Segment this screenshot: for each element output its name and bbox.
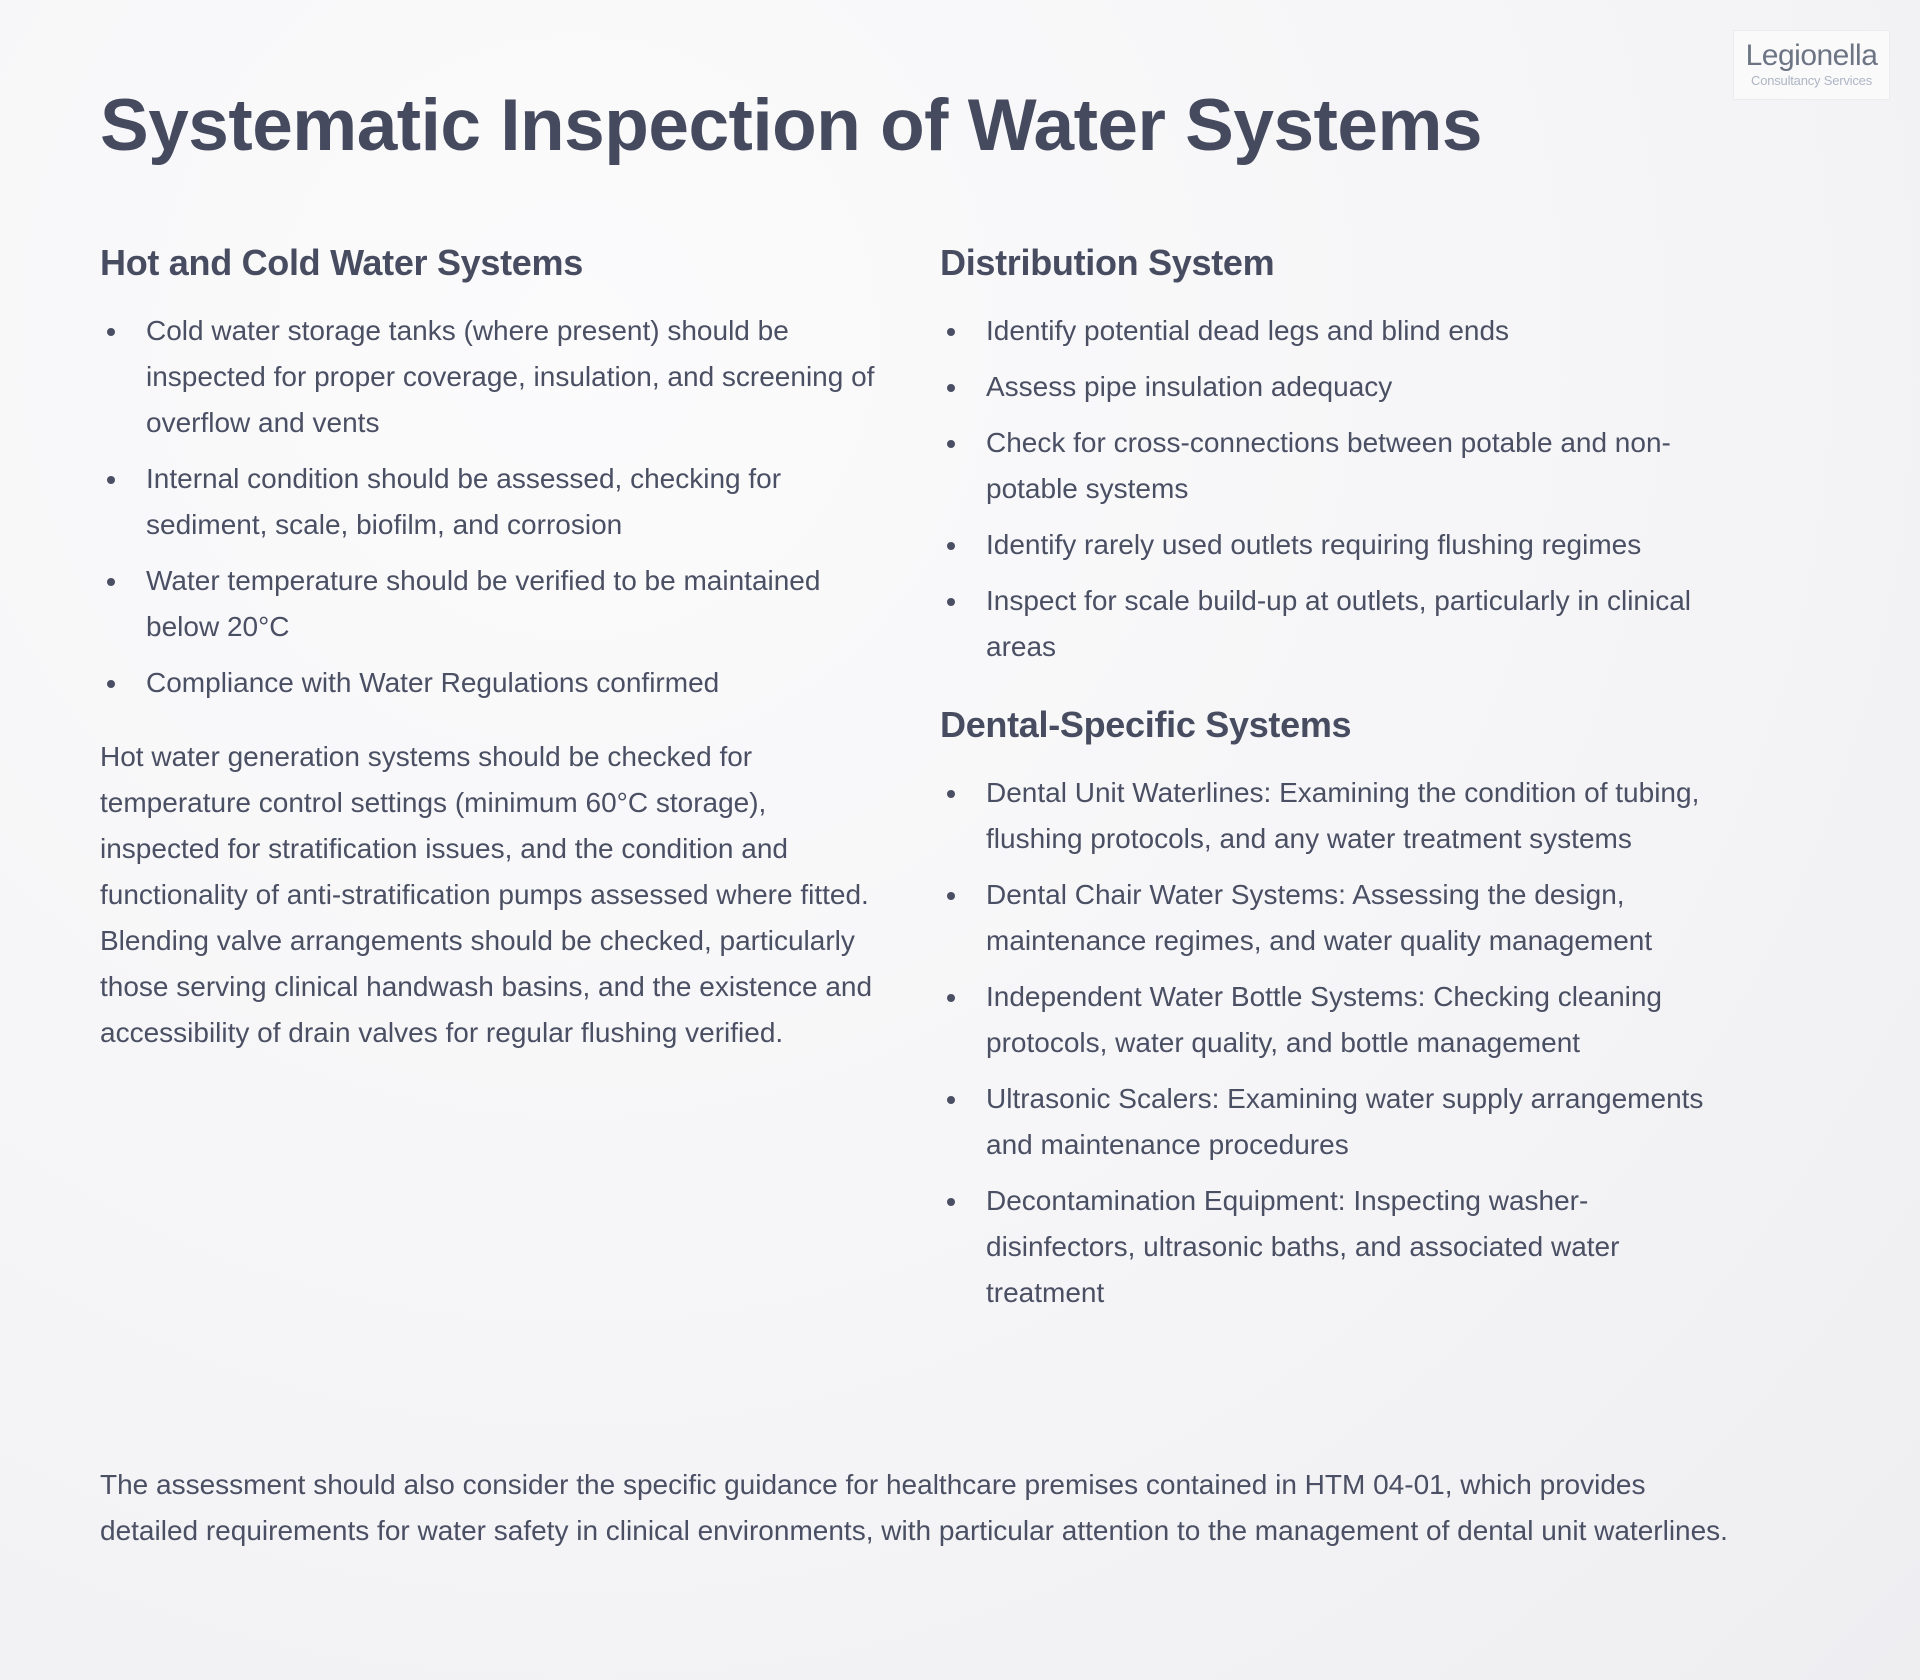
list-item — [100, 456, 880, 548]
bullet-icon — [947, 328, 955, 336]
list-item — [940, 578, 1730, 670]
section-heading-dental: Dental-Specific Systems — [940, 704, 1352, 745]
left-column — [100, 240, 880, 1056]
bullet-icon — [947, 384, 955, 392]
list-item — [100, 558, 880, 650]
bullet-icon — [947, 790, 955, 798]
list-item — [940, 308, 1730, 354]
logo-subtitle: Consultancy Services — [1751, 73, 1872, 88]
bullet-icon — [947, 440, 955, 448]
distribution-list — [940, 308, 1730, 670]
company-logo — [1733, 30, 1890, 100]
list-item-text: Internal condition should be assessed, checking for sediment, scale, biofilm, and corrosion — [146, 463, 782, 540]
list-item-text: Independent Water Bottle Systems: Checking cleaning protocols, water quality, and bottle management — [986, 981, 1663, 1058]
hot-cold-list — [100, 308, 880, 706]
hot-water-paragraph: Hot water generation systems should be checked for temperature control settings (minimum 60°C storage), inspected for stratification issues, and the condition and functionality of anti-stratification pumps assessed where fitted. Blending valve arrangements should be checked, particularly those serving clinical handwash basins, and the existence and accessibility of drain valves for regular flushing verified. — [100, 741, 873, 1048]
list-item-text: Check for cross-connections between potable and non-potable systems — [986, 427, 1671, 504]
list-item-text: Identify potential dead legs and blind ends — [986, 315, 1510, 346]
section-heading-hot-cold: Hot and Cold Water Systems — [100, 242, 583, 283]
bullet-icon — [947, 598, 955, 606]
list-item-text: Ultrasonic Scalers: Examining water supply arrangements and maintenance procedures — [986, 1083, 1704, 1160]
page-title: Systematic Inspection of Water Systems — [100, 85, 1482, 166]
list-item — [100, 660, 880, 706]
bullet-icon — [107, 476, 115, 484]
assessment-footer-paragraph: The assessment should also consider the specific guidance for healthcare premises contained in HTM 04-01, which provides detailed requirements for water safety in clinical environments, with particular attention to the management of dental unit waterlines. — [100, 1469, 1728, 1546]
list-item-text: Decontamination Equipment: Inspecting washer-disinfectors, ultrasonic baths, and associated water treatment — [986, 1185, 1620, 1308]
list-item — [940, 1178, 1730, 1316]
bullet-icon — [947, 542, 955, 550]
logo-wordmark: Legionella — [1745, 39, 1878, 72]
right-column — [940, 240, 1730, 1326]
bullet-icon — [107, 578, 115, 586]
bullet-icon — [107, 680, 115, 688]
list-item — [940, 1076, 1730, 1168]
list-item-text: Water temperature should be verified to be maintained below 20°C — [146, 565, 821, 642]
bullet-icon — [947, 994, 955, 1002]
bullet-icon — [947, 1096, 955, 1104]
list-item — [940, 420, 1730, 512]
list-item-text: Dental Chair Water Systems: Assessing the design, maintenance regimes, and water quality management — [986, 879, 1653, 956]
list-item-text: Compliance with Water Regulations confirmed — [146, 667, 720, 698]
list-item-text: Dental Unit Waterlines: Examining the condition of tubing, flushing protocols, and any water treatment systems — [986, 777, 1700, 854]
list-item — [100, 308, 880, 446]
dental-list — [940, 770, 1730, 1316]
list-item-text: Inspect for scale build-up at outlets, particularly in clinical areas — [986, 585, 1692, 662]
list-item — [940, 770, 1730, 862]
list-item — [940, 364, 1730, 410]
list-item — [940, 974, 1730, 1066]
list-item — [940, 872, 1730, 964]
bullet-icon — [947, 892, 955, 900]
list-item — [940, 522, 1730, 568]
list-item-text: Assess pipe insulation adequacy — [986, 371, 1393, 402]
list-item-text: Cold water storage tanks (where present) should be inspected for proper coverage, insulation, and screening of overflow and vents — [146, 315, 875, 438]
section-heading-distribution: Distribution System — [940, 242, 1275, 283]
list-item-text: Identify rarely used outlets requiring flushing regimes — [986, 529, 1642, 560]
bullet-icon — [947, 1198, 955, 1206]
bullet-icon — [107, 328, 115, 336]
